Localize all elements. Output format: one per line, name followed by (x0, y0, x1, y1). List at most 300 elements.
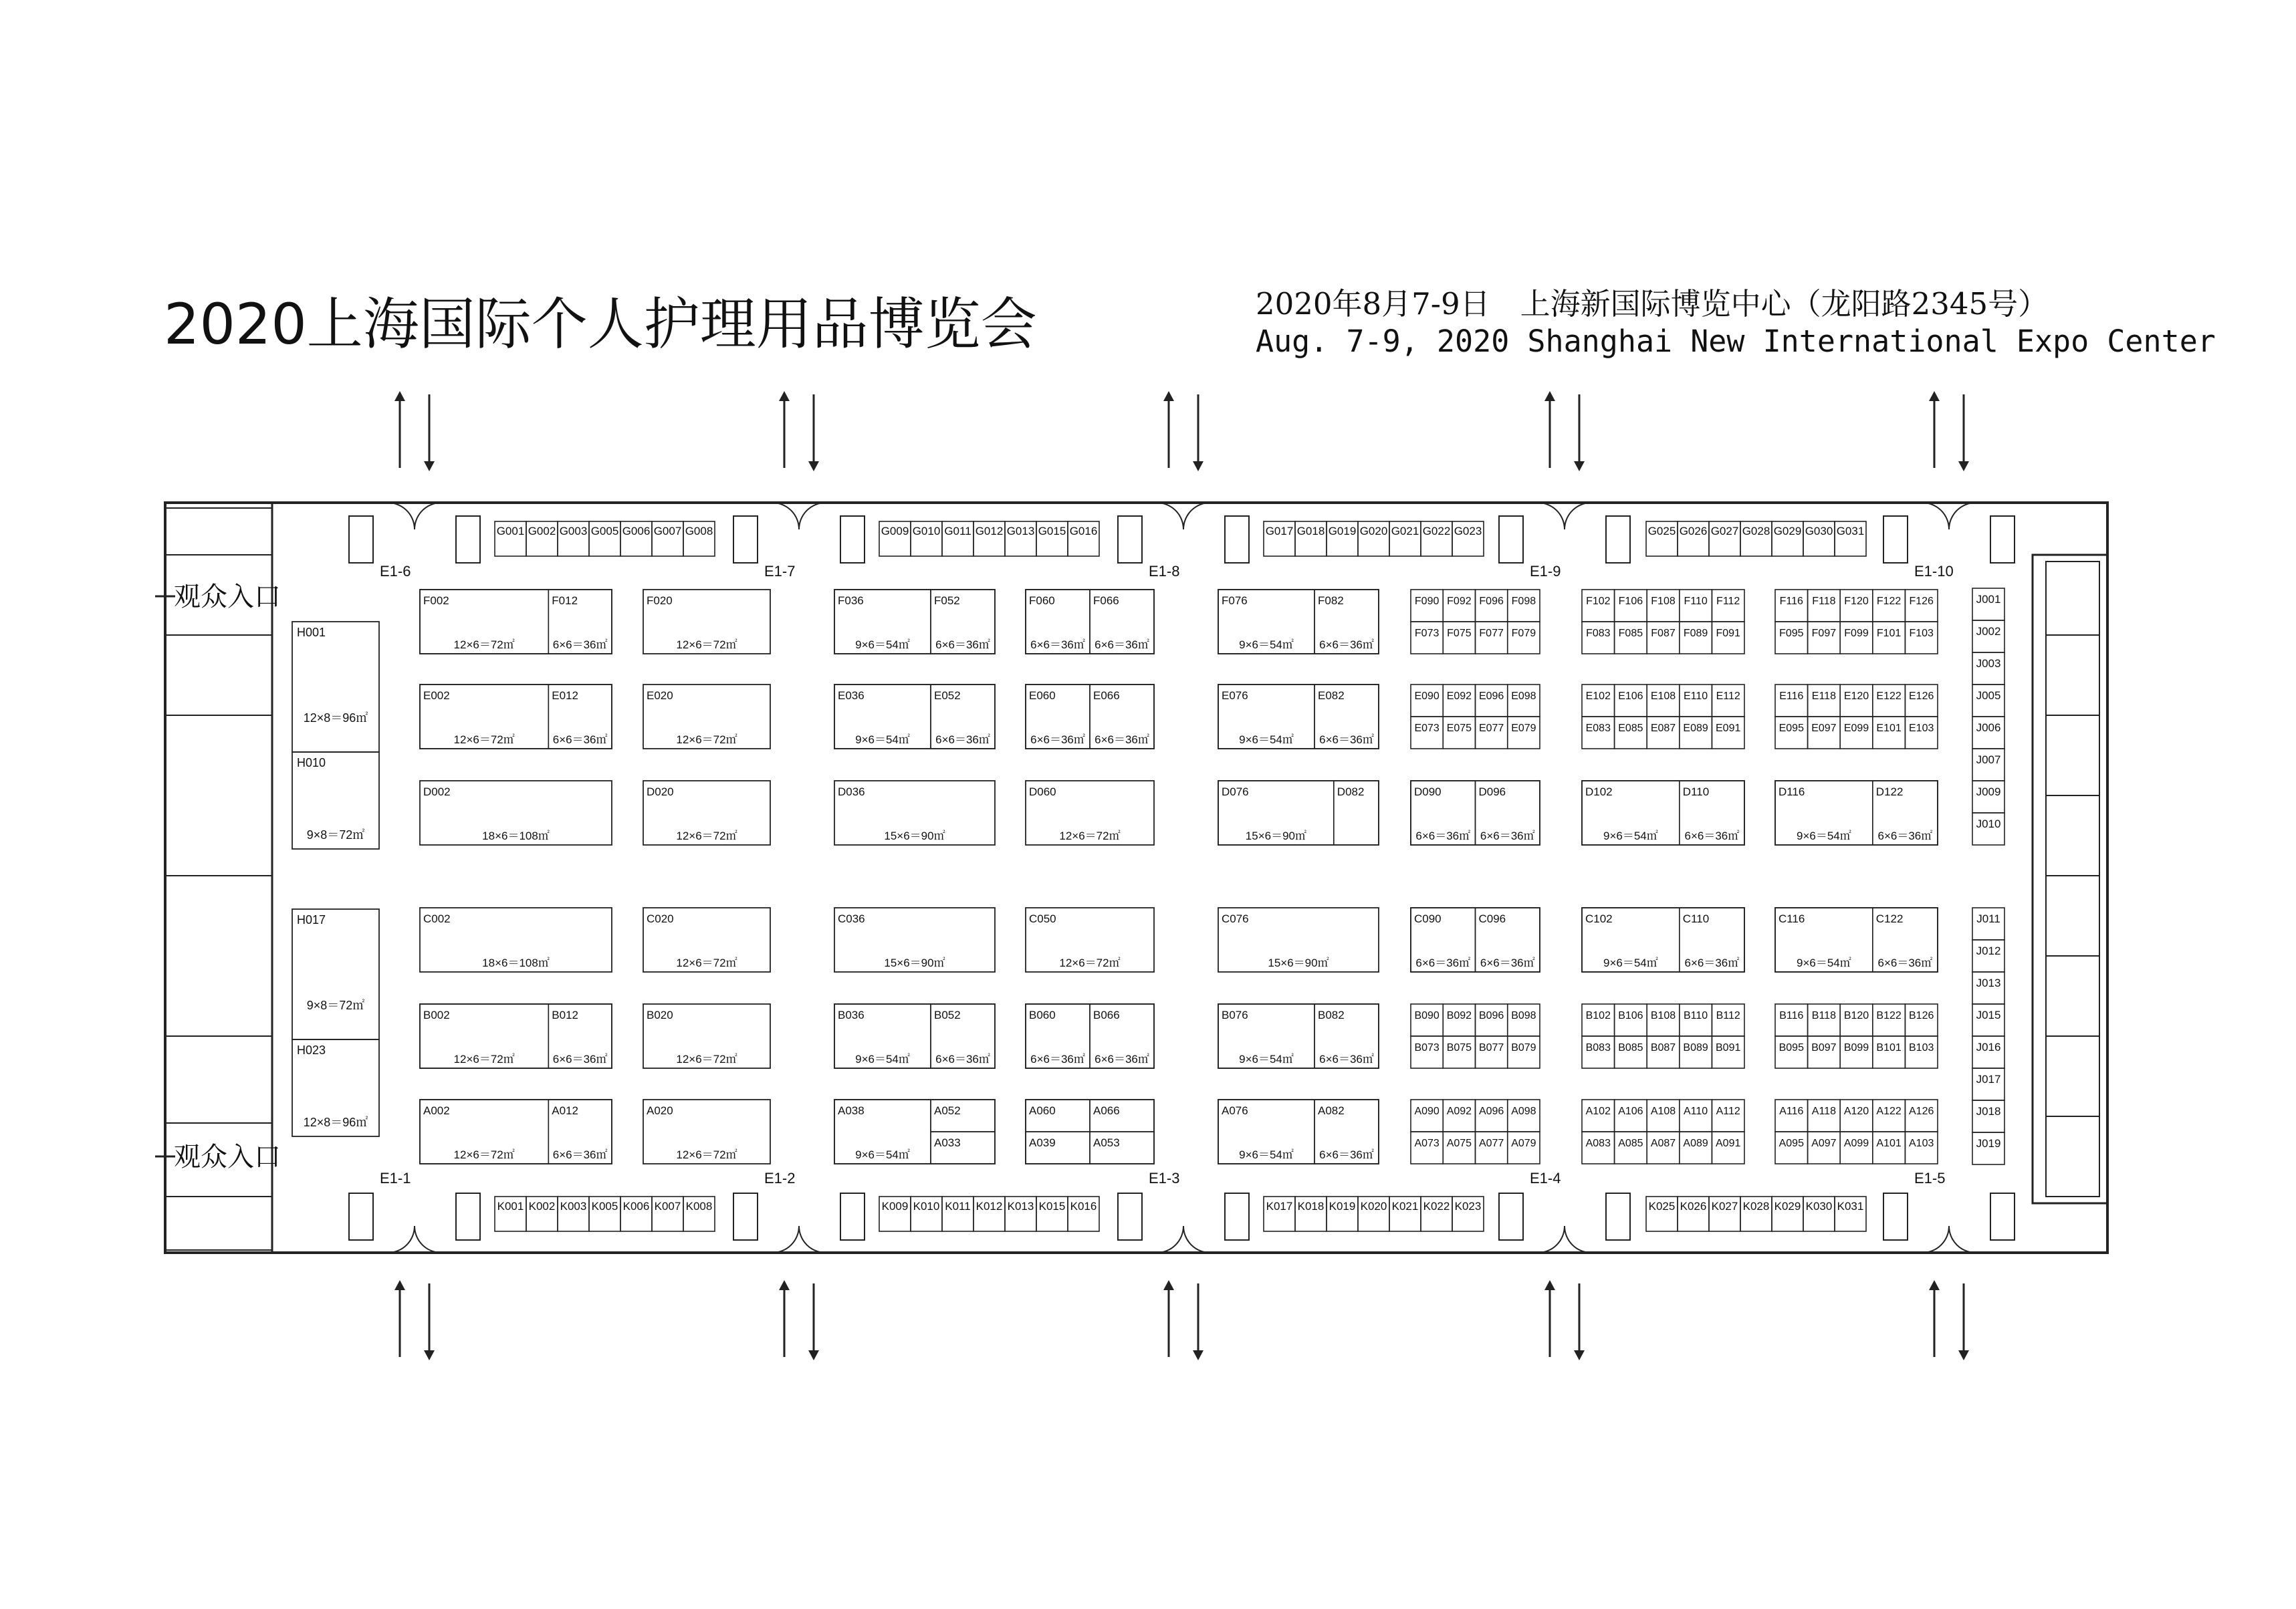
booth-size-label: 12×6＝72㎡ (453, 1148, 515, 1161)
booth-size-label: 12×6＝72㎡ (676, 1148, 737, 1161)
booth-label: F083 (1586, 628, 1611, 639)
stair-box (456, 516, 480, 563)
booth-label: A112 (1716, 1106, 1740, 1117)
booth-size-label: 6×6＝36㎡ (1319, 1053, 1374, 1066)
booth-label: E020 (647, 689, 673, 702)
arrow-head (1544, 391, 1555, 401)
booth-size-label: 18×6＝108㎡ (482, 957, 550, 969)
stair-box (1990, 516, 2015, 563)
booth-label: J018 (1976, 1105, 2001, 1118)
booth-label: F020 (647, 594, 673, 607)
booth-label: A039 (1029, 1136, 1056, 1149)
booth-label: A110 (1684, 1106, 1708, 1117)
booth-size-label: 6×6＝36㎡ (1319, 1148, 1374, 1161)
booth-label: A118 (1811, 1106, 1836, 1117)
booth-label: D116 (1778, 785, 1805, 798)
booth-label: F085 (1618, 628, 1643, 639)
booth-label: B110 (1684, 1010, 1708, 1021)
label-layer (174, 525, 2000, 1213)
booth-label: G023 (1454, 525, 1482, 537)
booth-label: B120 (1843, 1010, 1869, 1021)
booth-label: G026 (1679, 525, 1708, 537)
service-room (2046, 715, 2099, 795)
booth-label: B075 (1446, 1042, 1472, 1054)
booth-label: G012 (975, 525, 1004, 537)
booth-label: F108 (1651, 596, 1676, 607)
booth-size-label: 6×6＝36㎡ (1095, 733, 1149, 746)
booth-label: K027 (1711, 1200, 1738, 1213)
booth-label: G018 (1296, 525, 1325, 537)
arrow-head (779, 391, 790, 401)
booth-label: A066 (1093, 1104, 1120, 1117)
door-label-e1-6: E1-6 (380, 563, 411, 580)
booth-label: A076 (1222, 1104, 1248, 1117)
booth-label: A075 (1446, 1138, 1472, 1149)
booth-label: B002 (423, 1009, 450, 1021)
booth-label: K002 (528, 1200, 556, 1213)
booth-label: C050 (1029, 912, 1056, 925)
booth-size-label: 6×6＝36㎡ (1415, 830, 1471, 842)
booth-size-label: 9×6＝54㎡ (1239, 1148, 1294, 1161)
door-swing (1922, 1226, 1976, 1253)
booth-label: A120 (1843, 1106, 1869, 1117)
booth-label: K006 (622, 1200, 650, 1213)
booth-size-label: 12×6＝72㎡ (453, 1053, 515, 1066)
booth-size-label: 6×6＝36㎡ (552, 733, 608, 746)
booth-size-label: 15×6＝90㎡ (884, 957, 945, 969)
booth-label: F052 (934, 594, 960, 607)
service-room (2046, 876, 2099, 956)
arrow-head (808, 461, 819, 471)
booth-label: B073 (1414, 1042, 1440, 1054)
booth-label: G022 (1422, 525, 1451, 537)
booth-size-label: 12×6＝72㎡ (1059, 957, 1121, 969)
booth-label: K013 (1007, 1200, 1034, 1213)
booth-label: G029 (1773, 525, 1802, 537)
booth-label: D102 (1585, 785, 1613, 798)
arrow-head (424, 461, 435, 471)
booth-size-label: 12×6＝72㎡ (1059, 830, 1121, 842)
service-room (2046, 635, 2099, 715)
booth-size-label: 6×6＝36㎡ (1095, 638, 1149, 651)
stair-box (1118, 1193, 1142, 1240)
booth-label: C096 (1478, 912, 1506, 925)
booth-label: A099 (1843, 1138, 1869, 1149)
booth-label: G031 (1836, 525, 1865, 537)
arrow-head (1544, 1280, 1555, 1290)
booth-label: J012 (1976, 945, 2001, 957)
booth-label: F106 (1618, 596, 1643, 607)
booth-label: G006 (622, 525, 651, 537)
arrow-head (394, 391, 405, 401)
service-room (2046, 1116, 2099, 1197)
booth-label: E098 (1511, 691, 1536, 702)
booth-size-label: 6×6＝36㎡ (552, 1053, 608, 1066)
door-label-e1-5: E1-5 (1914, 1170, 1946, 1187)
service-room (165, 876, 272, 1036)
booth-size-label: 9×6＝54㎡ (855, 1053, 910, 1066)
booth-label: A101 (1876, 1138, 1902, 1149)
booth-label: F091 (1716, 628, 1740, 639)
booth-label: G017 (1265, 525, 1294, 537)
booth-label: F097 (1811, 628, 1837, 639)
booth-size-label: 12×6＝72㎡ (453, 638, 515, 651)
booth-label: B052 (934, 1009, 961, 1021)
stair-box (733, 516, 758, 563)
booth-label: E110 (1684, 691, 1708, 702)
booth-label: A033 (934, 1136, 961, 1149)
booth-label: E101 (1876, 723, 1902, 734)
door-swing (1157, 503, 1210, 529)
booth-label: A103 (1909, 1138, 1934, 1149)
door-label-e1-10: E1-10 (1914, 563, 1954, 580)
booth-label: E108 (1650, 691, 1676, 702)
booth-size-label: 6×6＝36㎡ (1030, 733, 1085, 746)
booth-label: A082 (1318, 1104, 1345, 1117)
booth-size-label: 6×6＝36㎡ (1030, 1053, 1085, 1066)
door-label-e1-7: E1-7 (764, 563, 796, 580)
stair-box (349, 1193, 373, 1240)
booth-label: A073 (1414, 1138, 1440, 1149)
booth-label: F096 (1479, 596, 1504, 607)
booth-label: E092 (1446, 691, 1472, 702)
booth-label: A002 (423, 1104, 450, 1117)
booth-label: E060 (1029, 689, 1056, 702)
booth-label: G011 (944, 525, 971, 537)
booth-label: F012 (552, 594, 578, 607)
door-swing (1922, 503, 1976, 529)
booth-size-label: 6×6＝36㎡ (1684, 957, 1740, 969)
booth-label: A053 (1093, 1136, 1120, 1149)
booth-label: K015 (1038, 1200, 1066, 1213)
booth-label: C102 (1585, 912, 1613, 925)
booth-size-label: 6×6＝36㎡ (1877, 830, 1933, 842)
booth-label: K012 (975, 1200, 1003, 1213)
booth-label: K005 (591, 1200, 618, 1213)
service-room (165, 1197, 272, 1250)
door-label-e1-4: E1-4 (1530, 1170, 1561, 1187)
service-room (165, 1036, 272, 1123)
booth-label: G013 (1006, 525, 1035, 537)
booth-label: K023 (1454, 1200, 1482, 1213)
booth-size-label: 9×6＝54㎡ (855, 638, 910, 651)
booth-label: B066 (1093, 1009, 1120, 1021)
booth-label: K010 (913, 1200, 940, 1213)
booth-label: B103 (1909, 1042, 1934, 1054)
stair-box (1990, 1193, 2015, 1240)
booth-label: E073 (1414, 723, 1440, 734)
booth-label: B087 (1650, 1042, 1676, 1054)
booth-label: F126 (1909, 596, 1934, 607)
booth-label: D096 (1478, 785, 1506, 798)
door-swing (772, 503, 826, 529)
service-room (2046, 795, 2099, 876)
door-label-e1-3: E1-3 (1149, 1170, 1180, 1187)
booth-label: A106 (1618, 1106, 1643, 1117)
booth-label: E089 (1683, 723, 1708, 734)
booth-size-label: 9×6＝54㎡ (1603, 830, 1658, 842)
stair-box (1118, 516, 1142, 563)
stair-box (1499, 516, 1523, 563)
booth-label: A116 (1779, 1106, 1804, 1117)
stair-box (349, 516, 373, 563)
stair-box (1883, 1193, 1908, 1240)
booth-label: H001 (297, 626, 326, 639)
booth-label: A108 (1650, 1106, 1676, 1117)
service-room (165, 715, 272, 876)
arrow-head (1574, 461, 1585, 471)
booth-label: B076 (1222, 1009, 1248, 1021)
booth-label: G016 (1069, 525, 1098, 537)
stair-box (1499, 1193, 1523, 1240)
booth-label: B106 (1618, 1010, 1643, 1021)
booth-label: F110 (1684, 596, 1708, 607)
booth-label: B083 (1585, 1042, 1611, 1054)
arrow-head (1163, 391, 1174, 401)
right-service-wing (2033, 555, 2107, 1203)
booth-label: E085 (1618, 723, 1643, 734)
stair-box (1883, 516, 1908, 563)
left-service-wing (165, 503, 272, 1253)
booth-label: E082 (1318, 689, 1345, 702)
booth-label: A052 (934, 1104, 961, 1117)
booth-label: F092 (1447, 596, 1472, 607)
booth-label: F122 (1876, 596, 1902, 607)
booth-label: K025 (1648, 1200, 1676, 1213)
booth-label: C076 (1222, 912, 1249, 925)
booth-label: J003 (1976, 657, 2001, 670)
booth-size-label: 12×6＝72㎡ (453, 733, 515, 746)
arrow-head (1958, 461, 1969, 471)
booth-label: E083 (1585, 723, 1611, 734)
booth-label: J009 (1976, 785, 2001, 798)
booth-label: G027 (1710, 525, 1739, 537)
booth-label: C002 (423, 912, 451, 925)
booth-size-label: 6×6＝36㎡ (552, 1148, 608, 1161)
service-room (2046, 1036, 2099, 1116)
booth-label: K031 (1837, 1200, 1864, 1213)
booth-label: E106 (1618, 691, 1643, 702)
booth-label: J001 (1976, 593, 2001, 606)
booth-size-label: 6×6＝36㎡ (935, 638, 990, 651)
booth-size-label: 15×6＝90㎡ (1245, 830, 1307, 842)
booth-size-label: 15×6＝90㎡ (884, 830, 945, 842)
booth-size-label: 6×6＝36㎡ (1415, 957, 1471, 969)
booth-label: A098 (1511, 1106, 1536, 1117)
booth-label: A102 (1585, 1106, 1611, 1117)
booth-size-label: 12×8＝96㎡ (303, 1116, 368, 1129)
booth-label: A126 (1909, 1106, 1934, 1117)
stair-box (840, 1193, 865, 1240)
booth-label: F101 (1876, 628, 1902, 639)
booth-label: G025 (1647, 525, 1676, 537)
booth-size-label: 9×6＝54㎡ (1797, 830, 1851, 842)
door-label-e1-8: E1-8 (1149, 563, 1180, 580)
booth-size-label: 6×6＝36㎡ (1319, 733, 1374, 746)
booth-label: G005 (590, 525, 619, 537)
booth-label: C122 (1875, 912, 1904, 925)
booth-label: B082 (1318, 1009, 1345, 1021)
booth-label: E103 (1909, 723, 1934, 734)
booth-label: E012 (552, 689, 578, 702)
booth-layer (292, 521, 2004, 1231)
booth-label: F090 (1414, 596, 1440, 607)
stair-box (840, 516, 865, 563)
booth-label: G019 (1328, 525, 1357, 537)
booth-label: E052 (934, 689, 961, 702)
door-swing (1538, 503, 1591, 529)
booth-size-label: 12×6＝72㎡ (676, 733, 737, 746)
booth-label: B085 (1618, 1042, 1643, 1054)
booth-label: B012 (552, 1009, 578, 1021)
booth-label: K008 (685, 1200, 713, 1213)
booth-size-label: 9×6＝54㎡ (855, 1148, 910, 1161)
booth-label: K026 (1680, 1200, 1707, 1213)
booth-size-label: 9×6＝54㎡ (1239, 733, 1294, 746)
booth-label: C090 (1414, 912, 1442, 925)
booth-label: F095 (1779, 628, 1804, 639)
booth-label: A092 (1446, 1106, 1472, 1117)
booth-label: A091 (1716, 1138, 1741, 1149)
service-room (2046, 562, 2099, 635)
booth-label: C110 (1682, 912, 1710, 925)
booth-label: J015 (1976, 1009, 2001, 1021)
booth-label: B077 (1478, 1042, 1504, 1054)
booth-size-label: 12×6＝72㎡ (676, 957, 737, 969)
booth-label: K003 (560, 1200, 587, 1213)
booth-label: K028 (1742, 1200, 1770, 1213)
booth-label: K019 (1329, 1200, 1356, 1213)
booth-label: F116 (1779, 596, 1803, 607)
booth-label: F077 (1479, 628, 1504, 639)
booth-label: E079 (1511, 723, 1536, 734)
booth-label: F103 (1909, 628, 1934, 639)
booth-label: E077 (1478, 723, 1504, 734)
booth-label: B091 (1716, 1042, 1741, 1054)
booth-label: F060 (1029, 594, 1055, 607)
booth-label: E036 (838, 689, 865, 702)
booth-label: G002 (528, 525, 556, 537)
booth-label: G007 (653, 525, 682, 537)
booth-label: G003 (559, 525, 588, 537)
booth-label: H023 (297, 1043, 326, 1057)
booth-size-label: 15×6＝90㎡ (1268, 957, 1329, 969)
booth-label: D082 (1337, 785, 1365, 798)
stair-box (456, 1193, 480, 1240)
booth-label: B092 (1446, 1010, 1472, 1021)
booth-label: J017 (1976, 1073, 2001, 1086)
booth-size-label: 9×6＝54㎡ (1239, 638, 1294, 651)
booth-label: K021 (1391, 1200, 1419, 1213)
booth-label: E118 (1811, 691, 1836, 702)
booth-label: A077 (1478, 1138, 1504, 1149)
booth-label: K018 (1297, 1200, 1325, 1213)
booth-label: F087 (1651, 628, 1676, 639)
booth-size-label: 12×6＝72㎡ (676, 830, 737, 842)
booth-label: B097 (1811, 1042, 1837, 1054)
booth-label: F066 (1093, 594, 1119, 607)
audience-entrance-label: 观众入口 (174, 582, 281, 612)
booth-label: B079 (1511, 1042, 1536, 1054)
booth-label: B122 (1876, 1010, 1902, 1021)
booth-label: J016 (1976, 1041, 2001, 1054)
booth-label: K011 (945, 1200, 971, 1213)
arrow-head (394, 1280, 405, 1290)
booth-h001[interactable] (292, 622, 379, 752)
stair-box (1225, 1193, 1249, 1240)
door-swing (388, 503, 441, 529)
stair-box (1225, 516, 1249, 563)
date-venue-en: Aug. 7-9, 2020 Shanghai New International Expo Center (1256, 324, 2216, 359)
booth-label: G001 (496, 525, 525, 537)
booth-label: A020 (647, 1104, 673, 1117)
booth-label: K016 (1070, 1200, 1097, 1213)
booth-label: E090 (1414, 691, 1440, 702)
booth-label: K017 (1266, 1200, 1293, 1213)
booth-label: A079 (1511, 1138, 1536, 1149)
booth-label: F112 (1716, 596, 1740, 607)
booth-label: J002 (1976, 625, 2001, 638)
booth-label: K029 (1774, 1200, 1801, 1213)
booth-label: A096 (1478, 1106, 1504, 1117)
booth-label: E120 (1843, 691, 1869, 702)
booth-label: D060 (1029, 785, 1056, 798)
booth-label: J007 (1976, 753, 2001, 766)
booth-label: B102 (1585, 1010, 1611, 1021)
booth-size-label: 9×6＝54㎡ (1239, 1053, 1294, 1066)
booth-label: B098 (1511, 1010, 1536, 1021)
booth-label: E002 (423, 689, 450, 702)
booth-size-label: 9×6＝54㎡ (1603, 957, 1658, 969)
booth-label: J010 (1976, 818, 2001, 830)
booth-label: B036 (838, 1009, 865, 1021)
booth-size-label: 6×6＝36㎡ (1684, 830, 1740, 842)
booth-label: B090 (1414, 1010, 1440, 1021)
stair-box (1606, 516, 1630, 563)
arrow-head (808, 1350, 819, 1360)
booth-label: B089 (1683, 1042, 1708, 1054)
booth-label: K030 (1805, 1200, 1833, 1213)
booth-size-label: 9×6＝54㎡ (855, 733, 910, 746)
booth-label: C020 (647, 912, 674, 925)
arrow-head (1929, 391, 1940, 401)
booth-label: A012 (552, 1104, 578, 1117)
booth-label: K022 (1423, 1200, 1450, 1213)
booth-label: G020 (1359, 525, 1388, 537)
booth-label: C036 (838, 912, 865, 925)
door-label-e1-9: E1-9 (1530, 563, 1561, 580)
booth-label: F076 (1222, 594, 1248, 607)
booth-label: K001 (497, 1200, 524, 1213)
booth-label: B101 (1876, 1042, 1902, 1054)
booth-label: A095 (1778, 1138, 1804, 1149)
booth-label: A038 (838, 1104, 865, 1117)
door-swing (772, 1226, 826, 1253)
booth-h017[interactable] (292, 909, 379, 1039)
booth-label: K009 (881, 1200, 909, 1213)
booth-label: F099 (1844, 628, 1869, 639)
booth-label: G021 (1391, 525, 1419, 537)
door-swing (388, 1226, 441, 1253)
booth-label: K020 (1360, 1200, 1387, 1213)
booth-label: B126 (1909, 1010, 1934, 1021)
booth-size-label: 12×6＝72㎡ (676, 1053, 737, 1066)
booth-label: E102 (1585, 691, 1611, 702)
booth-size-label: 6×6＝36㎡ (1877, 957, 1933, 969)
booth-size-label: 9×6＝54㎡ (1797, 957, 1851, 969)
booth-size-label: 6×6＝36㎡ (1319, 638, 1374, 651)
booth-label: F036 (838, 594, 864, 607)
